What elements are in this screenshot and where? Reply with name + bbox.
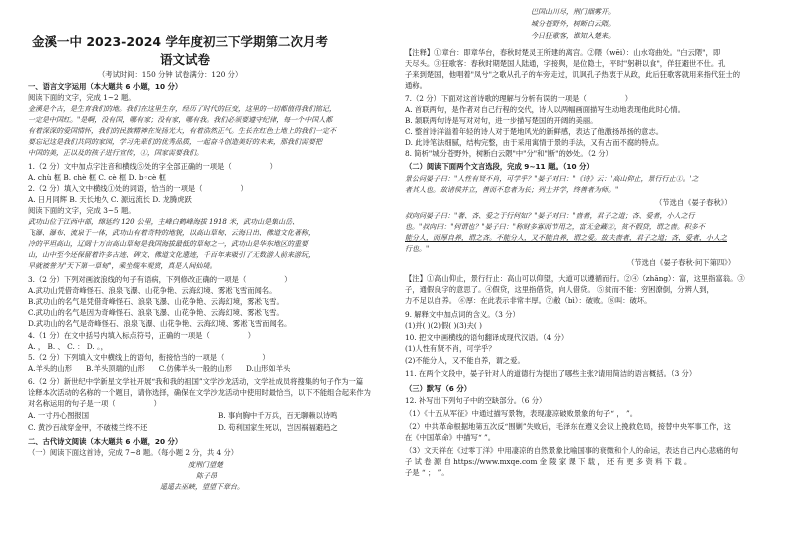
question-9: 9. 解释文中加点词的含义。（3 分） bbox=[405, 310, 520, 319]
question-4: 4.（1 分）在文中括号内填入标点符号，正确的一项是（ ） bbox=[28, 331, 256, 340]
section-1b-intro: 阅读下面的文字，完成 3~5 题。 bbox=[28, 206, 136, 215]
question-3-option-b: B.武功山的名气是凭借奇峰怪石、浪泉飞瀑、山花争艳、云海幻境，雾凇飞雪。 bbox=[28, 297, 284, 306]
question-3: 3.（2 分）下列对画波浪线的句子有语病，下列修改正确的一项是（ ） bbox=[28, 275, 292, 284]
question-7-option-c: C. 整首诗洋溢着年轻的诗人对于楚地风光的新鲜感，表达了他激扬昂扬的意志。 bbox=[405, 127, 664, 136]
question-10-item-2: (2)不能分人，又不能自养，谓之爱。 bbox=[405, 356, 525, 365]
question-3-option-a: A.武功山凭借奇峰怪石、浪泉飞瀑、山花争艳、云海幻境、雾凇飞雪而闻名。 bbox=[28, 286, 277, 295]
passage-2-line: 早就被誉为"天下第一草甸"，乘坐缆车观赏，真是人间仙境。 bbox=[28, 262, 217, 270]
passage-1-line: 要忘记这是我们共同的家园，学习先辈们的优秀品质，一起奋斗创造美好的未来，那我们需要把 bbox=[28, 138, 322, 146]
passage-2-line: 飞瀑、瀑布、流泉于一体，武功山有着奇特的地貌，以高山草甸、云海日出、佛道文化著称， bbox=[28, 229, 315, 237]
question-5: 5.（2 分）下列填入文中横线上的语句，衔接恰当的一项是（ ） bbox=[28, 353, 270, 362]
question-2-options: A. 日月同辉 B. 天长地久 C. 源远流长 D. 龙腾虎跃 bbox=[28, 195, 192, 204]
text-1-line: 者其人也。故诸侯并立，善而不怠者为长；列士并学，终善者为师。" bbox=[405, 186, 619, 194]
exam-meta: （考试时间：150 分钟 试卷满分：120 分） bbox=[98, 70, 243, 79]
section-2b-heading: （二）阅读下面两个文言选段，完成 9~11 题。（10 分） bbox=[405, 162, 594, 171]
passage-2-line: 冷的平坦高山，辽阔十万亩高山草甸是我国海拔最低的草甸之一，武功山是华东地区的重要 bbox=[28, 240, 308, 248]
exam-subtitle: 语文试卷 bbox=[160, 52, 211, 67]
question-12-item-3: （3）文天祥在《过零丁洋》中用凄凉的自然景象比喻国事的衰微和个人的命运，表达自己内心悲痛的句 bbox=[405, 446, 738, 455]
text-note-line: 【注】①高山仰止，景行行止：高山可以仰望，大道可以遵循而行。②④（zhāng）：富，这里指富翁。③ bbox=[405, 274, 745, 283]
poem-note-line: 【注释】①章台：即章华台，春秋时楚灵王所建的离宫。②隈（wēi）：山水弯曲处。"白云隈"，即 bbox=[405, 48, 721, 57]
text-1-line: 景公问晏子曰："人性有贤不肖，可学乎？"晏子对曰："《诗》云：'高山仰止，景行行止①。'之 bbox=[405, 175, 699, 183]
poem-note-line: 子来到楚国，他唱着"凤兮"之歌从孔子的车旁走过，讥讽孔子热衷于从政，此后狂歌客就用来指代狂士的 bbox=[405, 70, 741, 79]
question-1-options: A. chù 框 B. chè 框 C. cè 框 D. b◦cè 框 bbox=[28, 173, 166, 182]
passage-2-line: 山，山中至今还保留着许多古迹、碑文、佛道文化遗迹，千百年来吸引了无数游人前来游玩， bbox=[28, 251, 315, 259]
question-11: 11. 在两个文段中，晏子针对人的道德行为提出了哪些主张?请用简洁的语言概括。（3 分） bbox=[405, 369, 697, 378]
text-2-line: 叔向问晏子曰："奢、吝、爱之于行何如？"晏子对曰："啬者，君子之道；吝、爱者，小人之行 bbox=[405, 212, 695, 220]
text-2-line: 也。"叔向曰："何谓也？"晏子曰："称财多寡而节用之，富无金藏②，贫不假贷，谓之啬。积多不 bbox=[405, 223, 705, 231]
poem-line-4: 今日狂歌客，谁知入楚来。 bbox=[531, 32, 615, 40]
poem-line-2: 巴国山川尽，荆门烟雾开。 bbox=[531, 8, 615, 16]
section-2-subheading: （一）阅读下面这首诗，完成 7~8 题。（每小题 2 分，共 4 分） bbox=[28, 448, 239, 457]
question-10-item-1: (1)人性有贤不肖，可学乎？ bbox=[405, 344, 496, 353]
question-6-option-c: C. 黄沙百战穿金甲，不破楼兰终不还 bbox=[28, 423, 148, 432]
question-8: 8. 简析"城分苍野外，树断白云隈"中"分"和"断"的妙处。（2 分） bbox=[405, 149, 613, 158]
poem-note-line: 天尽头。③狂歌客：春秋时期楚国人陆通，字接舆，是位隐士，平时"躬耕以食"，佯狂避世不仕。孔 bbox=[405, 59, 726, 68]
poem-author: 陈子昂 bbox=[196, 472, 217, 480]
question-6-line-3: 对名称运用的句子是一项（ ） bbox=[28, 399, 161, 408]
question-6: 6.（2 分）新世纪中学新星文学社开展“我和我的祖国”文学沙龙活动，文学社成员将搜集的句子作为一篇 bbox=[28, 377, 364, 386]
poem-note-line: 通称。 bbox=[405, 81, 427, 90]
question-12: 12. 补写出下列句子中的空缺部分。（6 分） bbox=[405, 396, 547, 405]
question-10: 10. 把文中画横线的语句翻译成现代汉语。（4 分） bbox=[405, 333, 569, 342]
poem-line-3: 城分苍野外，树断白云隈。 bbox=[531, 20, 615, 28]
question-6-option-d: D. 苟利国家生死以，岂因祸福避趋之 bbox=[218, 423, 338, 432]
question-6-line-2: 诠释本次活动的名称的一个题目，请你选择，确保在文学沙龙活动中使用时最恰当，以下不能组合起来作为 bbox=[28, 388, 371, 397]
question-12-item-3c: 子是 “ ； ”。 bbox=[405, 468, 449, 477]
section-1-heading: 一、语言文字运用（本大题共 6 小题，10 分） bbox=[28, 82, 183, 91]
question-12-item-2b: 在《中国革命》中描写“ ”。 bbox=[405, 433, 496, 442]
question-4-options: A. ， B. 、 C. ： D. 。， bbox=[28, 342, 108, 351]
poem-line-1: 遥遥去巫峡，望望下章台。 bbox=[160, 483, 244, 491]
passage-1-line: 中国的美，正以及的孩子进行宣传，①，国家需要我们。 bbox=[28, 149, 203, 157]
text-note-line: 子，通假良字的意思了。④假贷，这里指借贷，向人借贷。 ⑤贫而不能：穷困潦倒，分辨人到， bbox=[405, 285, 714, 294]
section-1-intro: 阅读下面的文字，完成 1~2 题。 bbox=[28, 93, 136, 102]
text-1-source: （节选自《晏子春秋》） bbox=[655, 198, 732, 207]
passage-2-line: 武功山位于江西中部，绵延约 120 公里，主峰白鹤峰海拔 1918 米，武功山是集山岳、 bbox=[28, 218, 300, 226]
question-9-items: (1)并( )(2)假( )(3)夫( ) bbox=[405, 321, 482, 330]
question-6-option-a: A. 一寸丹心图报国 bbox=[28, 411, 89, 420]
passage-1-line: 有着深深的爱国情怀，我们的民族精神在发扬光大，有着浩然正气。生长在红色土地上的我们一定不 bbox=[28, 127, 336, 135]
passage-1-line: 一定是中国红。"是啊，没有国，哪有家；没有家，哪有我。我们必须要遵守纪律，每一个中国人都 bbox=[28, 116, 333, 124]
question-2: 2.（2 分）填入文中横线①处的词语，恰当的一项是（ ） bbox=[28, 184, 248, 193]
question-7-option-b: B. 颔联两句诗是写对对句，进一步描写楚国的开阔的美丽。 bbox=[405, 116, 598, 125]
question-6-option-b: B. 事向胸中千万兵，百无聊赖以诗鸣 bbox=[218, 411, 338, 420]
question-12-item-2: （2）中共革命根据地第五次反“围剿”失败后，毛泽东在遵义会议上挽救危局，接替中央军事工作，这 bbox=[405, 422, 731, 431]
exam-title: 金溪一中 2023-2024 学年度初三下学期第二次月考 bbox=[32, 34, 328, 49]
question-3-option-c: C.武功山的名气是因为奇峰怪石、浪泉飞瀑、山花争艳、云海幻境、雾凇飞雪。 bbox=[28, 308, 284, 317]
section-3-heading: （三）默写（6 分） bbox=[405, 384, 471, 393]
question-12-item-1: （1）《十五从军征》中通过描写景物，表现凄凉破败景象的句子“ ， ”。 bbox=[405, 409, 637, 418]
question-7-option-d: D. 此诗笔法细腻，结构完整，由于采用寓情于景的手法，又有古而不腐的特点。 bbox=[405, 138, 664, 147]
question-7: 7.（2 分）下面对这首诗歌的理解与分析有误的一项是（ ） bbox=[405, 94, 633, 103]
text-2-source: （节选自《晏子春秋·问下第四》） bbox=[627, 258, 736, 267]
question-7-option-a: A. 首联两句，是作者对自己行程的交代，诗人以两幅画面描写生动地表现他此时心情。 bbox=[405, 105, 685, 114]
passage-1-line: 金溪是个古，是生育我们的地。我们在这里生存，经历了时代的巨变，这里的一切都值得我们铭记， bbox=[28, 105, 336, 113]
text-2-line: 行也。" bbox=[405, 245, 430, 253]
section-2-heading: 二、古代诗文阅读（本大题共 6 小题，20 分） bbox=[28, 437, 183, 446]
question-12-item-3b: 子 试 卷 源 自 https://www.mxqe.com 金 陵 家 课 下 载 ， 还 有 更 多 资 料 下 载 。 bbox=[405, 457, 692, 466]
text-note-line: 力不足以自养。 ⑥厚：在此表示非常丰厚。⑦敝（bì）：破败。⑧叫：破坏。 bbox=[405, 296, 652, 305]
question-3-option-d: D.武功山的名气是奇峰怪石、浪泉飞瀑、山花争艳、云海幻境、雾凇飞雪而闻名。 bbox=[28, 319, 292, 328]
question-1: 1.（2 分）文中加点字注音和横线⑤处的字全部正确的一项是（ ） bbox=[28, 162, 277, 171]
text-2-line-underlined: 能分人，而厚自养，谓之吝。不能分人，又不能自养，谓之爱。故夫啬者，君子之道；吝、爱者，小人之 bbox=[405, 234, 727, 242]
question-5-options: A.羊头的山形 B.羊头顶端的山形 C.仿佛羊头一般的山形 D.山形如羊头 bbox=[28, 364, 291, 373]
poem-title: 度荆门望楚 bbox=[188, 461, 223, 469]
